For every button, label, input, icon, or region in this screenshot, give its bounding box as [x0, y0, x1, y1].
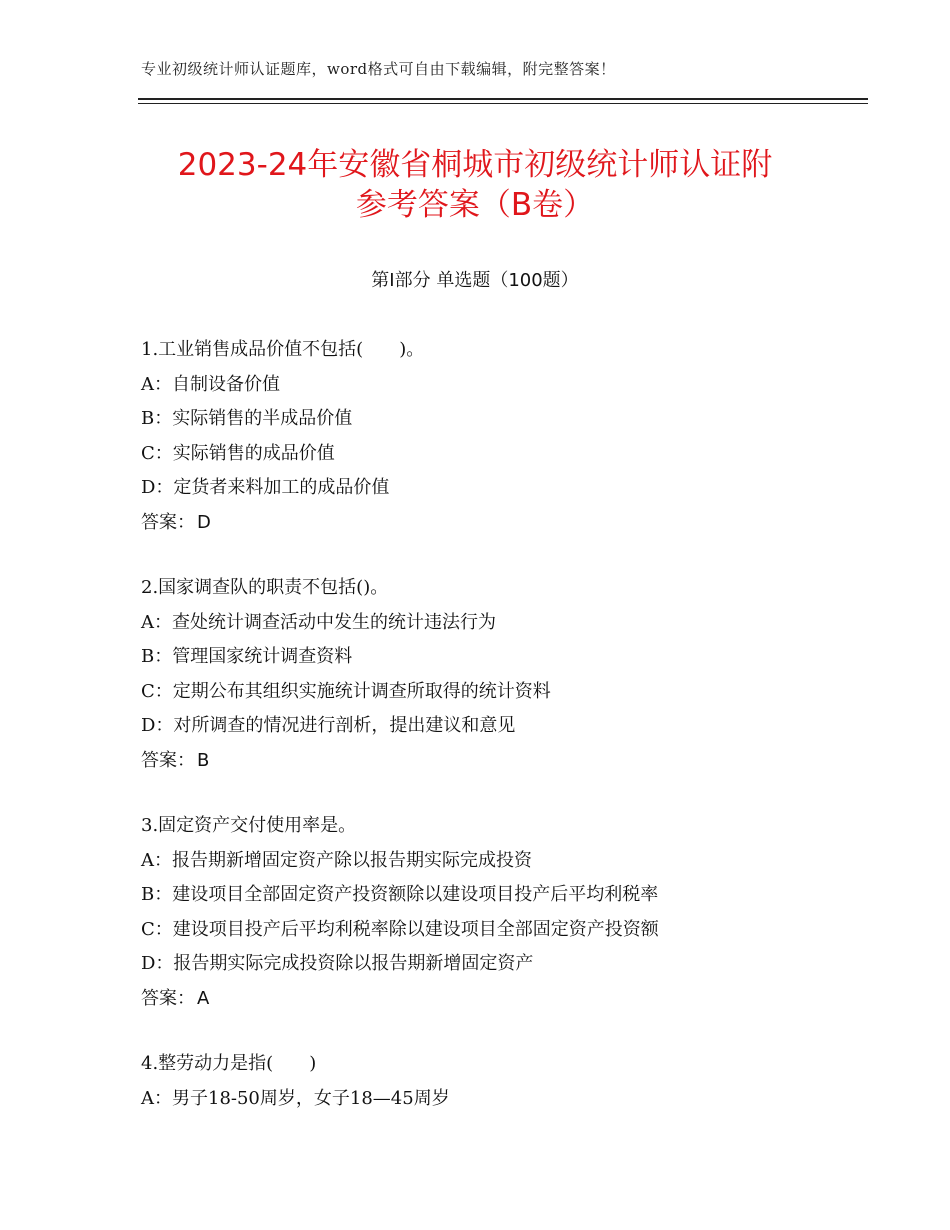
- question-3: [141, 809, 841, 1016]
- answer-value: A: [197, 987, 210, 1009]
- option-b: B：实际销售的半成品价值: [141, 408, 353, 429]
- question-4: [141, 1047, 841, 1116]
- option-c: C：建设项目投产后平均利税率除以建设项目全部固定资产投资额: [141, 918, 659, 940]
- document-title-line1: 2023-24年安徽省桐城市初级统计师认证附: [177, 147, 773, 183]
- answer-line: [141, 744, 841, 779]
- document-title: [100, 145, 850, 225]
- document-title-line2: 参考答案（B卷）: [355, 187, 595, 223]
- option-a: A：男子18-50周岁，女子18—45周岁: [141, 1087, 450, 1109]
- question-list: [141, 333, 841, 1147]
- answer-label: 答案：: [141, 749, 195, 771]
- option-c: C：实际销售的成品价值: [141, 442, 335, 464]
- option-a: A：查处统计调查活动中发生的统计违法行为: [141, 611, 496, 633]
- question-stem: 3.固定资产交付使用率是。: [141, 815, 357, 836]
- option-a: A：自制设备价值: [141, 373, 280, 395]
- question-stem: 4.整劳动力是指( ): [141, 1053, 317, 1074]
- option-b: B：管理国家统计调查资料: [141, 646, 353, 667]
- option-a: A：报告期新增固定资产除以报告期实际完成投资: [141, 849, 532, 871]
- section-title: 第Ⅰ部分 单选题（100题）: [371, 270, 579, 291]
- question-1: [141, 333, 841, 540]
- option-c: C：定期公布其组织实施统计调查所取得的统计资料: [141, 680, 551, 702]
- answer-line: [141, 506, 841, 541]
- header-rule-thick: [138, 98, 868, 100]
- option-d: D：报告期实际完成投资除以报告期新增固定资产: [141, 953, 534, 974]
- header-note: 专业初级统计师认证题库，word格式可自由下载编辑，附完整答案！: [141, 60, 616, 78]
- question-stem: 1.工业销售成品价值不包括( )。: [141, 339, 425, 360]
- option-d: D：对所调查的情况进行剖析，提出建议和意见: [141, 715, 516, 736]
- answer-label: 答案：: [141, 511, 195, 533]
- question-stem: 2.国家调查队的职责不包括()。: [141, 577, 389, 598]
- answer-value: B: [197, 749, 210, 771]
- answer-line: [141, 982, 841, 1017]
- option-d: D：定货者来料加工的成品价值: [141, 477, 390, 498]
- answer-value: D: [197, 511, 211, 533]
- answer-label: 答案：: [141, 987, 195, 1009]
- header-rule-thin: [138, 103, 868, 104]
- option-b: B：建设项目全部固定资产投资额除以建设项目投产后平均利税率: [141, 884, 659, 905]
- question-2: [141, 571, 841, 778]
